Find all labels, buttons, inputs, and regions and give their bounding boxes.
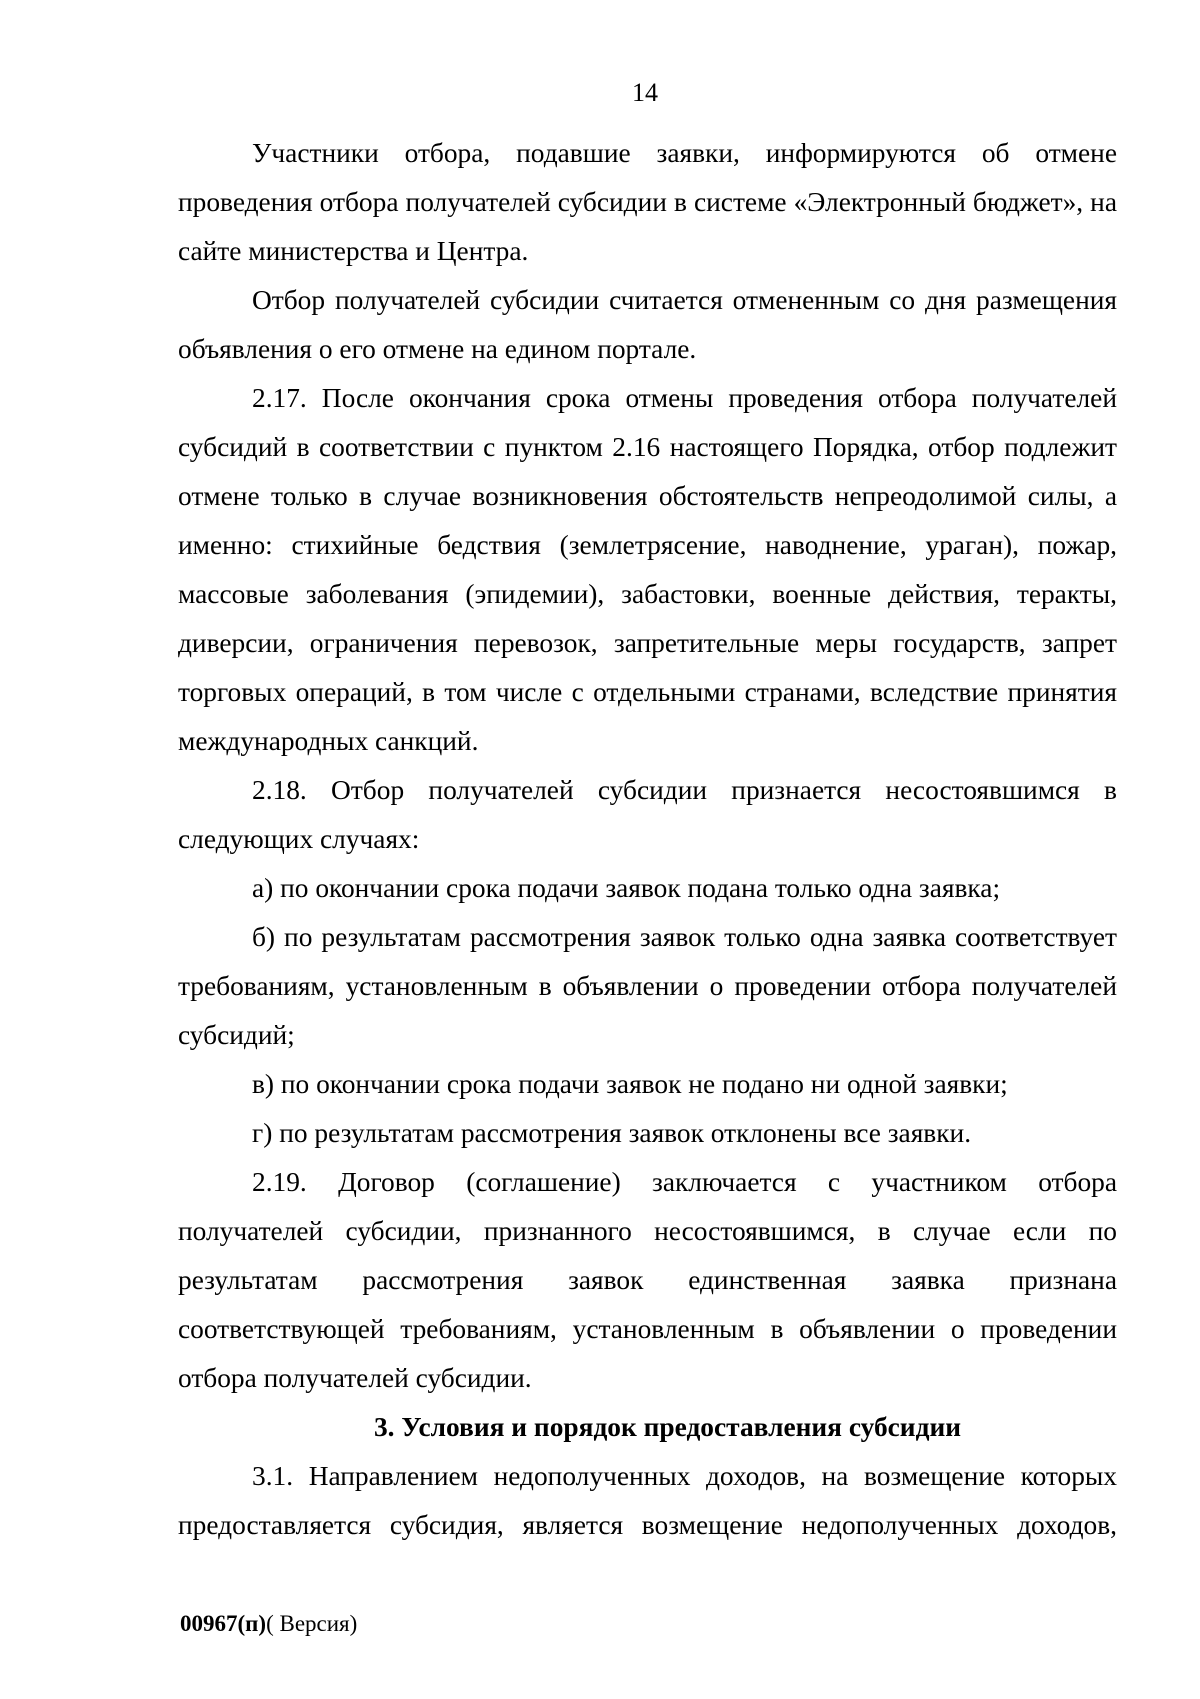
list-item-v: в) по окончании срока подачи заявок не подано ни одной заявки; (252, 1069, 1008, 1099)
page-number: 14 (632, 78, 658, 107)
document-body (178, 129, 1117, 1550)
paragraph-3-1: 3.1. Направлением недополученных доходов, на возмещение которых предоставляется субсидия, является возмещение недополученных доходов, (178, 1461, 1117, 1540)
paragraph-2-17: 2.17. После окончания срока отмены проведения отбора получателей субсидий в соответствии с пунктом 2.16 настоящего Порядка, отбор подлежит отмене только в случае возникновения обстоятельств непреодолимой силы, а именно: стихийные бедствия (землетрясение, наводнение, ураган), пожар, массовые заболевания (эпидемии), забастовки, военные действия, теракты, диверсии, ограничения перевозок, запретительные меры государств, запрет торговых операций, в том числе с отдельными странами, вследствие принятия международных санкций. (178, 383, 1117, 756)
section-heading: 3. Условия и порядок предоставления субсидии (373, 1412, 962, 1442)
paragraph-2-19: 2.19. Договор (соглашение) заключается с участником отбора получателей субсидии, признанного несостоявшимся, в случае если по результатам рассмотрения заявок единственная заявка признана соответствующей требованиям, установленным в объявлении о проведении отбора получателей субсидии. (178, 1167, 1117, 1393)
document-version: ( Версия) (266, 1611, 358, 1636)
paragraph-cancellation-notice: Участники отбора, подавшие заявки, информируются об отмене проведения отбора получателей субсидии в системе «Электронный бюджет», на сайте министерства и Центра. (178, 138, 1117, 266)
list-item-b: б) по результатам рассмотрения заявок только одна заявка соответствует требованиям, установленным в объявлении о проведении отбора получателей субсидий; (178, 922, 1117, 1050)
footer (180, 1610, 357, 1638)
paragraph-2-18: 2.18. Отбор получателей субсидии признается несостоявшимся в следующих случаях: (178, 775, 1117, 854)
list-item-g: г) по результатам рассмотрения заявок отклонены все заявки. (252, 1118, 972, 1148)
document-code: 00967(п) (180, 1611, 267, 1636)
list-item-a: а) по окончании срока подачи заявок подана только одна заявка; (252, 873, 1001, 903)
paragraph-cancellation-date: Отбор получателей субсидии считается отмененным со дня размещения объявления о его отмене на едином портале. (178, 285, 1117, 364)
